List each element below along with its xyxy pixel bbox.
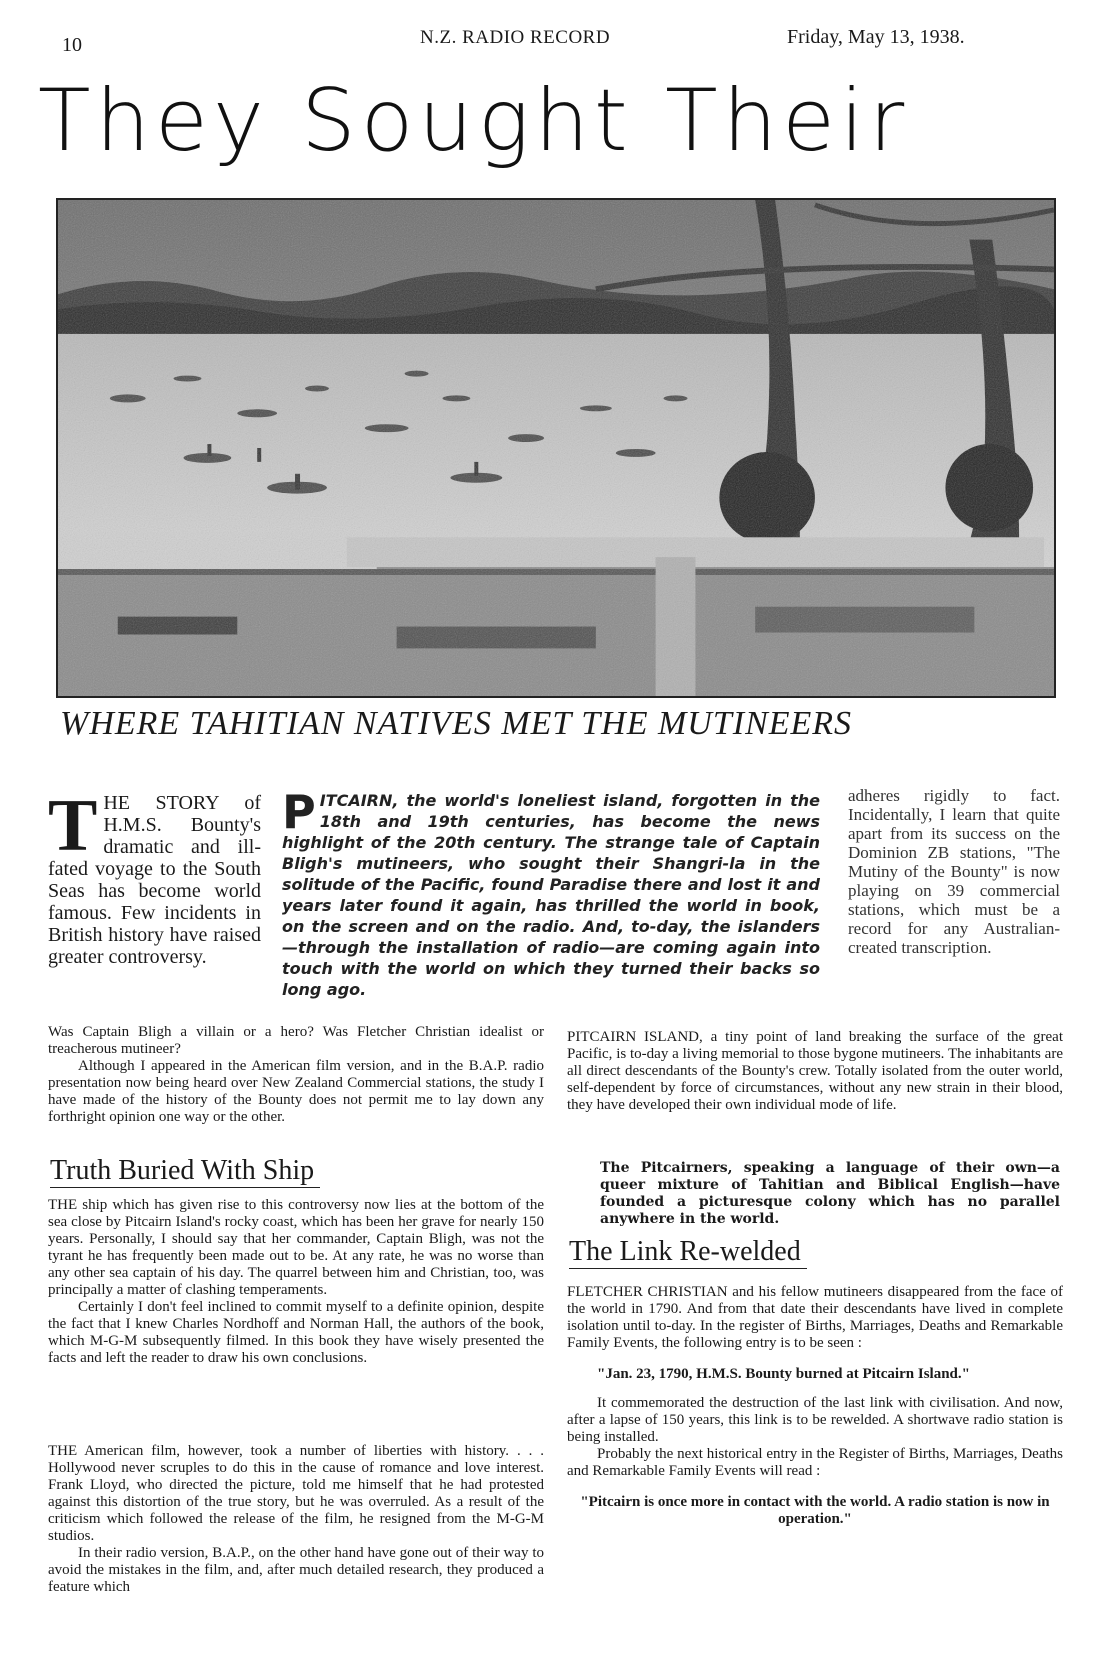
intro-paragraph [48, 785, 261, 968]
standfirst-dropcap: P [282, 785, 316, 839]
issue-date: Friday, May 13, 1938. [787, 26, 965, 48]
film-section [48, 1443, 544, 1596]
left-column-text [48, 1024, 544, 1126]
intro-tail: Was Captain Bligh a villain or a hero? Was Fletcher Christian idealist or treacherous mutineer? [48, 1024, 544, 1057]
body-paragraph: FLETCHER CHRISTIAN and his fellow mutineers disappeared from the face of the world in 1790. And from that date their descendants have lived in complete isolation until to-day. In the register of Births, Marriages, Deaths and Remarkable Family Events, the following entry is to be seen : [567, 1284, 1063, 1351]
publication-name: N.Z. RADIO RECORD [420, 27, 611, 48]
subheading-link-rewelded: The Link Re-welded [569, 1236, 807, 1269]
body-paragraph: Although I appeared in the American film version, and in the B.A.P. radio presentation now being heard over New Zealand Commercial stations, the study I have made of the history of the Bounty does not permit me to lay down any forthright opinion one way or the other. [48, 1058, 544, 1125]
body-paragraph: THE American film, however, took a number of liberties with history. . . . Hollywood never scruples to do this in the cause of romance and love interest. Frank Lloyd, who directed the picture, told me himself that he had protested against this distortion of the true story, but he was overruled. As a result of the criticism which followed the release of the film, he resigned from the M-G-M studios. [48, 1443, 544, 1544]
body-paragraph: PITCAIRN ISLAND, a tiny point of land breaking the surface of the great Pacific, is to-day a living memorial to those bygone mutineers. The inhabitants are all direct descendants of the Bounty's crew. Totally isolated from the outer world, self-dependent by force of circumstances, without any new strain in their blood, they have developed their own individual mode of life. [567, 1029, 1063, 1113]
truth-section [48, 1197, 544, 1367]
pitcairn-section [567, 1029, 1063, 1114]
body-paragraph: It commemorated the destruction of the last link with civilisation. And now, after a lapse of 150 years, this link is to be rewelded. A shortwave radio station is being installed. [567, 1395, 1063, 1445]
intro-dropcap: T [48, 785, 98, 867]
body-paragraph: THE ship which has given rise to this controversy now lies at the bottom of the sea close by Pitcairn Island's rocky coast, which has been her grave for nearly 150 years. Personally, I should say that her commander, Captain Bligh, was not the tyrant he has frequently been made out to be. At any rate, he was no worse than any other sea captain of his day. The quarrel between him and Christian, too, was principally a matter of clashing temperaments. [48, 1197, 544, 1298]
closing-quote: "Pitcairn is once more in contact with the world. A radio station is now in operation." [580, 1494, 1050, 1527]
body-paragraph: Certainly I don't feel inclined to commit myself to a definite opinion, despite the fact that I knew Charles Nordhoff and Norman Hall, the authors of the book, which M-G-M subsequently filmed. In this book they have wisely presented the facts and left the reader to draw his own conclusions. [48, 1299, 544, 1366]
page-number: 10 [62, 34, 82, 56]
register-entry-quote: "Jan. 23, 1790, H.M.S. Bounty burned at Pitcairn Island." [597, 1366, 970, 1382]
pull-quote: The Pitcairners, speaking a language of their own—a queer mixture of Tahitian and Biblical English—have founded a picturesque colony which has no parallel anywhere in the world. [600, 1160, 1060, 1227]
body-paragraph: In their radio version, B.A.P., on the other hand have gone out of their way to avoid the mistakes in the film, and, after much detailed research, they produced a feature which [48, 1545, 544, 1595]
photo-caption: WHERE TAHITIAN NATIVES MET THE MUTINEERS [60, 705, 853, 742]
standfirst [282, 785, 820, 1000]
standfirst-text: ITCAIRN, the world's loneliest island, forgotten in the 18th and 19th centuries, has become the news highlight of the 20th century. The strange tale of Captain Bligh's mutineers, who sought their Shangri-la in the solitude of the Pacific, found Paradise there and lost it and years later found it again, has thrilled the world in book, on the screen and on the radio. And, to-day, the islanders—through the installation of radio—are coming again into touch with the world on which they turned their backs so long ago. [282, 791, 820, 999]
right-column-text: adheres rigidly to fact. Incidentally, I learn that quite apart from its success on the Dominion ZB stations, "The Mutiny of the Bounty" is now playing on 39 commercial stations, which must be a record for any Australian-created transcription. [848, 786, 1060, 957]
lagoon-photo [56, 198, 1056, 698]
link-section [567, 1284, 1063, 1528]
subheading-truth-buried: Truth Buried With Ship [50, 1155, 320, 1188]
headline: They Sought Their [38, 71, 910, 171]
intro-text: HE STORY of H.M.S. Bounty's dramatic and ill-fated voyage to the South Seas has become world famous. Few incidents in British history have raised greater controversy. [48, 792, 261, 968]
body-paragraph: Probably the next historical entry in the Register of Births, Marriages, Deaths and Remarkable Family Events will read : [567, 1446, 1063, 1479]
